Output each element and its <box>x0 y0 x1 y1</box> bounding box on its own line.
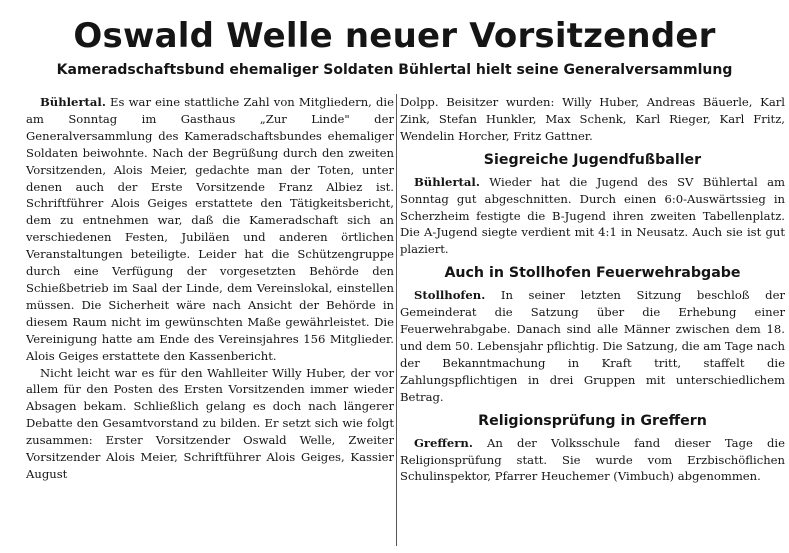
main-article-paragraph-2 <box>26 365 394 483</box>
main-article-continuation: Dolpp. Beisitzer wurden: Willy Huber, Andreas Bäuerle, Karl Zink, Stefan Hunkler, Max Schenk, Karl Rieger, Karl Fritz, Wendelin Horcher, Fritz Gattner. <box>400 95 785 143</box>
article-text-religionspruefung: An der Volksschule fand dieser Tage die Religionsprüfung statt. Sie wurde vom Erzbischöflichen Schulinspektor, Pfarrer Heuchemer (Vimbuch) abgenommen. <box>400 435 785 484</box>
article-dateline-jugendfussball: Bühlertal. <box>414 174 480 189</box>
headline: Oswald Welle neuer Vorsitzender <box>73 16 716 56</box>
right-column <box>400 94 785 550</box>
article-body-religionspruefung <box>400 435 785 486</box>
subheadline: Kameradschaftsbund ehemaliger Soldaten Bühlertal hielt seine Generalversammlung <box>56 62 733 78</box>
article-body-feuerwehrabgabe <box>400 287 785 405</box>
column-divider <box>396 94 397 546</box>
main-article-text-2: Nicht leicht war es für den Wahlleiter Willy Huber, der vor allem für den Posten des Ersten Vorsitzenden immer wieder Absagen bekam. Schließlich gelang es doch nach längerer Debatte den Gesamtvorstand zu bilden. Er setzt sich wie folgt zusammen: Erster Vorsitzender Oswald Welle, Zweiter Vorsitzender Alois Meier, Schriftführer Alois Geiges, Kassier August <box>26 365 394 481</box>
left-column <box>26 94 394 550</box>
main-article-dateline: Bühlertal. <box>40 95 106 109</box>
article-body-jugendfussball <box>400 174 785 259</box>
article-dateline-religionspruefung: Greffern. <box>414 435 473 450</box>
article-heading-feuerwehrabgabe: Auch in Stollhofen Feuerwehrabgabe <box>444 265 741 282</box>
main-article-text-1: Es war eine stattliche Zahl von Mitgliedern, die am Sonntag im Gasthaus „Zur Linde" der Generalversammlung des Kameradschaftsbundes ehemaliger Soldaten beiwohnte. Nach der Begrüßung durch den zweiten Vorsitzenden, Alois Meier, gedachte man der Toten, unter denen auch der Erste Vorsitzende Franz Albiez ist. Schriftführer Alois Geiges erstattete den Tätigkeitsbericht, dem zu entnehmen war, daß die Kameradschaft sich an verschiedenen Festen, Jubiläen und anderen örtlichen Veranstaltungen beteiligte. Leider hat die Schützengruppe durch eine Verfügung der vorgesetzten Behörde den Schießbetrieb im Saal der Linde, dem Vereinslokal, einstellen müssen. Die Sicherheit wäre nach Ansicht der Behörde in diesem Raum nicht im gewünschten Maße gewährleistet. Die Vereinigung hatte am Ende des Vereinsjahres 156 Mitglieder. Alois Geiges erstattete den Kassenbericht. <box>26 95 394 363</box>
article-text-feuerwehrabgabe: In seiner letzten Sitzung beschloß der Gemeinderat die Satzung über die Erhebung einer Feuerwehrabgabe. Danach sind alle Männer zwischen dem 18. und dem 50. Lebensjahr pflichtig. Die Satzung, die am Tage nach der Bekanntmachung in Kraft tritt, staffelt die Zahlungspflichtigen in drei Gruppen mit unterschiedlichem Betrag. <box>400 288 785 404</box>
article-dateline-feuerwehrabgabe: Stollhofen. <box>414 288 486 303</box>
main-article-paragraph-1 <box>26 94 394 365</box>
article-heading-religionspruefung: Religionsprüfung in Greffern <box>478 412 707 429</box>
article-text-jugendfussball: Wieder hat die Jugend des SV Bühlertal am Sonntag gut abgeschnitten. Durch einen 6:0-Auswärtssieg in Scherzheim festigte die B-Jugend ihren zweiten Tabellenplatz. Die A-Jugend siegte verdient mit 4:1 in Neusatz. Auch sie ist gut plaziert. <box>400 174 785 257</box>
article-heading-jugendfussball: Siegreiche Jugendfußballer <box>483 151 702 168</box>
